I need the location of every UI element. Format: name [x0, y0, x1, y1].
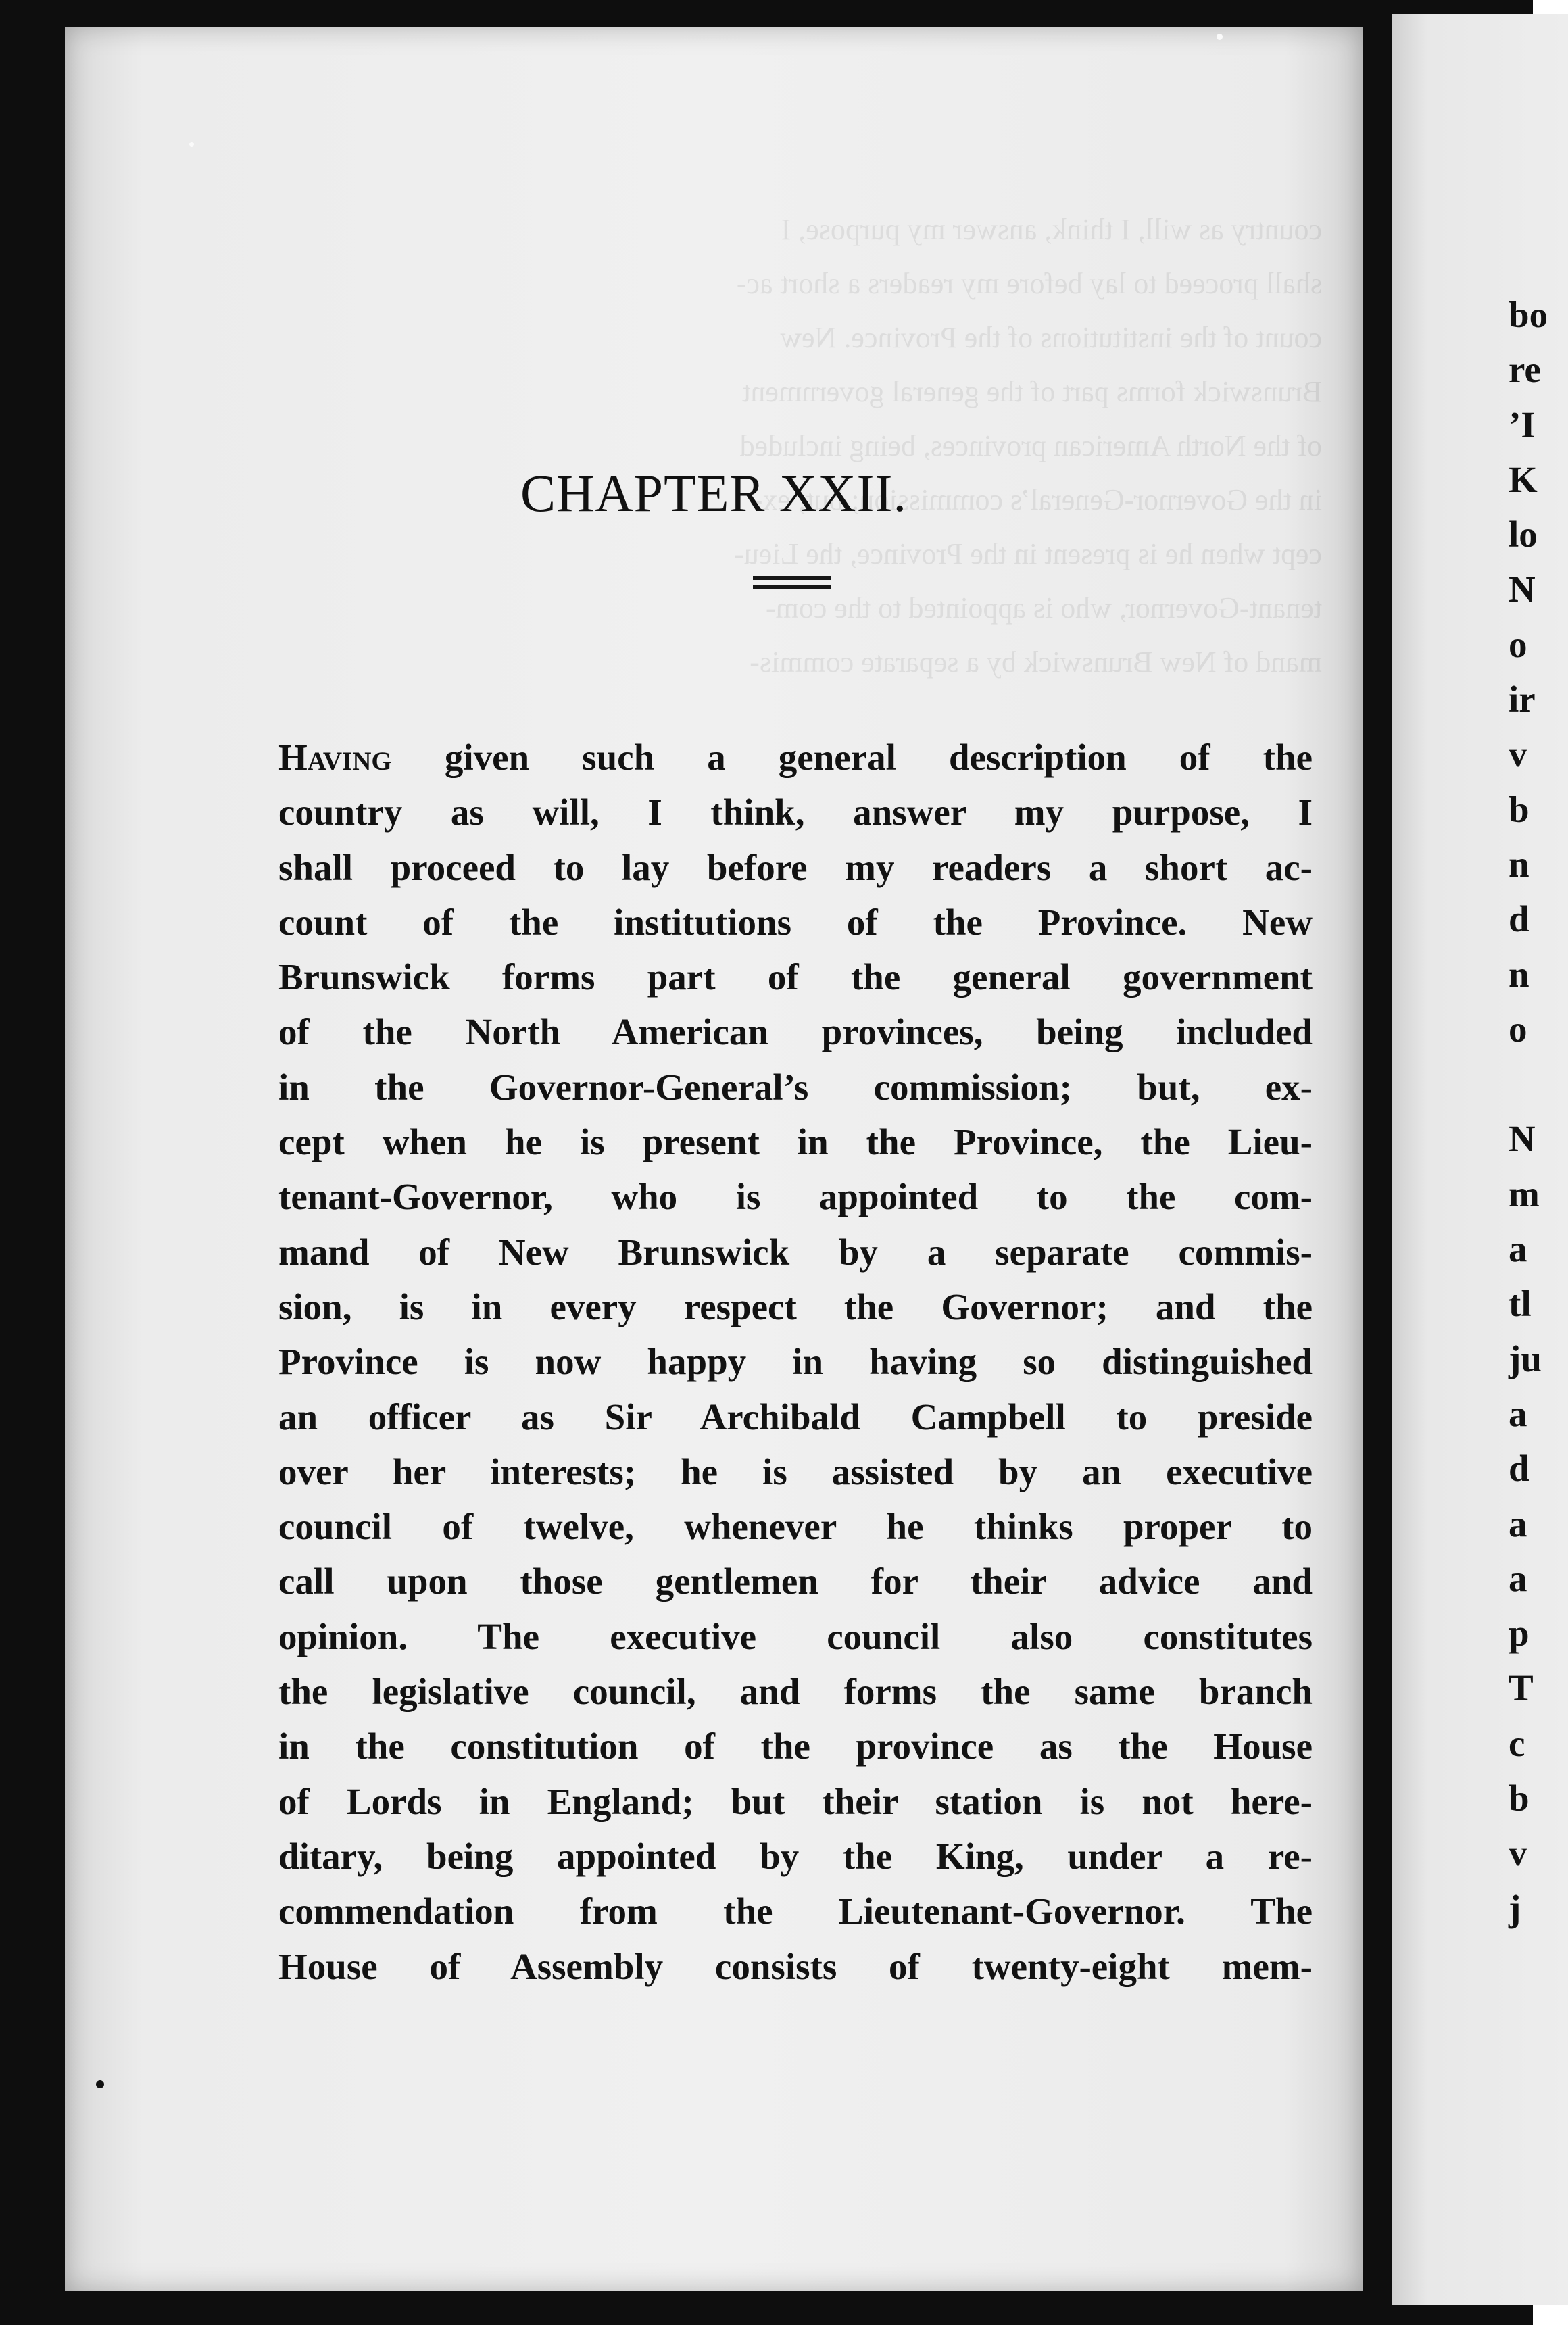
- facing-page-fragment: c: [1509, 1722, 1525, 1764]
- text-line: of the North American provinces, being included: [278, 1011, 1313, 1053]
- text-line: shall proceed to lay before my readers a short ac-: [278, 846, 1313, 888]
- text-line: [278, 730, 1313, 785]
- facing-page-fragment: d: [1509, 898, 1529, 940]
- text-line: in the Governor-General’s commission; but, ex-: [278, 1066, 1313, 1108]
- facing-page-text-fragments: [1509, 287, 1548, 1936]
- text-line: country as will, I think, answer my purpose, I: [278, 791, 1313, 833]
- text-line: count of the institutions of the Province. New: [278, 901, 1313, 943]
- facing-page-fragment: n: [1509, 843, 1529, 885]
- text-line: mand of New Brunswick by a separate commis-: [278, 1231, 1313, 1273]
- facing-page-fragment: re: [1509, 349, 1541, 391]
- text-line: an officer as Sir Archibald Campbell to preside: [278, 1396, 1313, 1438]
- facing-page-fragment: lo: [1509, 514, 1538, 556]
- facing-page-fragment: b: [1509, 788, 1529, 830]
- facing-page-fragment: v: [1509, 1832, 1527, 1874]
- text-line: tenant-Governor, who is appointed to the com-: [278, 1176, 1313, 1218]
- paper-fleck: [189, 142, 194, 147]
- text-line: over her interests; he is assisted by an executive: [278, 1450, 1313, 1492]
- chapter-title: CHAPTER XXII.: [520, 464, 907, 522]
- facing-page-fragment: j: [1509, 1887, 1521, 1929]
- text-line: call upon those gentlemen for their advice and: [278, 1561, 1313, 1602]
- opening-word: Having: [278, 737, 392, 778]
- rule-line-bottom: [753, 585, 831, 589]
- chapter-title-double-rule: [753, 576, 831, 593]
- facing-page-fragment: v: [1509, 733, 1527, 775]
- text-line: in the constitution of the province as the House: [278, 1726, 1313, 1767]
- text-line: commendation from the Lieutenant-Governor. The: [278, 1890, 1313, 1932]
- facing-page-fragment: o: [1509, 1008, 1527, 1050]
- facing-page-fragment: ju: [1509, 1338, 1542, 1379]
- facing-page-fragment: N: [1509, 1118, 1536, 1160]
- ink-speck: [96, 2080, 104, 2088]
- facing-page-fragment: o: [1509, 623, 1527, 665]
- opening-line-rest: given such a general description of the: [391, 737, 1313, 778]
- facing-page-fragment: [1509, 1056, 1548, 1111]
- facing-page-fragment: ’I: [1509, 403, 1536, 445]
- book-page-left: [65, 27, 1363, 2291]
- text-line: ditary, being appointed by the King, under a re-: [278, 1835, 1313, 1877]
- text-line: cept when he is present in the Province, the Lieu-: [278, 1121, 1313, 1163]
- facing-page-fragment: b: [1509, 1778, 1529, 1819]
- facing-page-fragment: a: [1509, 1228, 1527, 1270]
- text-line: the legislative council, and forms the same branch: [278, 1671, 1313, 1713]
- text-line: council of twelve, whenever he thinks proper to: [278, 1506, 1313, 1548]
- facing-page-fragment: d: [1509, 1448, 1529, 1490]
- facing-page-fragment: N: [1509, 568, 1536, 610]
- text-line: Province is now happy in having so distinguished: [278, 1341, 1313, 1383]
- facing-page-fragment: ir: [1509, 679, 1536, 720]
- facing-page-fragment: a: [1509, 1502, 1527, 1544]
- chapter-body-text: [278, 730, 1313, 1994]
- rule-line-top: [753, 576, 831, 580]
- text-line: opinion. The executive council also constitutes: [278, 1615, 1313, 1657]
- facing-page-fragment: tl: [1509, 1283, 1532, 1325]
- text-line: of Lords in England; but their station is not here-: [278, 1780, 1313, 1822]
- facing-page-fragment: K: [1509, 458, 1538, 500]
- facing-page-fragment: a: [1509, 1392, 1527, 1434]
- facing-page-fragment: bo: [1509, 294, 1548, 335]
- text-line: sion, is in every respect the Governor; and the: [278, 1286, 1313, 1327]
- facing-page-fragment: m: [1509, 1173, 1540, 1215]
- text-line: House of Assembly consists of twenty-eight mem-: [278, 1945, 1313, 1987]
- text-line: Brunswick forms part of the general government: [278, 956, 1313, 998]
- facing-page-fragment: T: [1509, 1667, 1534, 1709]
- facing-page-fragment: n: [1509, 953, 1529, 995]
- facing-page-fragment: p: [1509, 1613, 1529, 1655]
- facing-page-fragment: a: [1509, 1557, 1527, 1599]
- paper-fleck: [1217, 34, 1223, 40]
- reverse-side-bleed-through: country as will, I think, answer my purpose, I shall proceed to lay before my readers a short ac- count of the institutions of the Province. New Brunswick forms part of the general government of the North American provinces, being included in the Governor-General’s commission; but, ex- cept when he is present in the Province, the Lieu- tenant-Governor, who is appointed to the com- mand of New Brunswick by a separate commis-: [734, 213, 1322, 679]
